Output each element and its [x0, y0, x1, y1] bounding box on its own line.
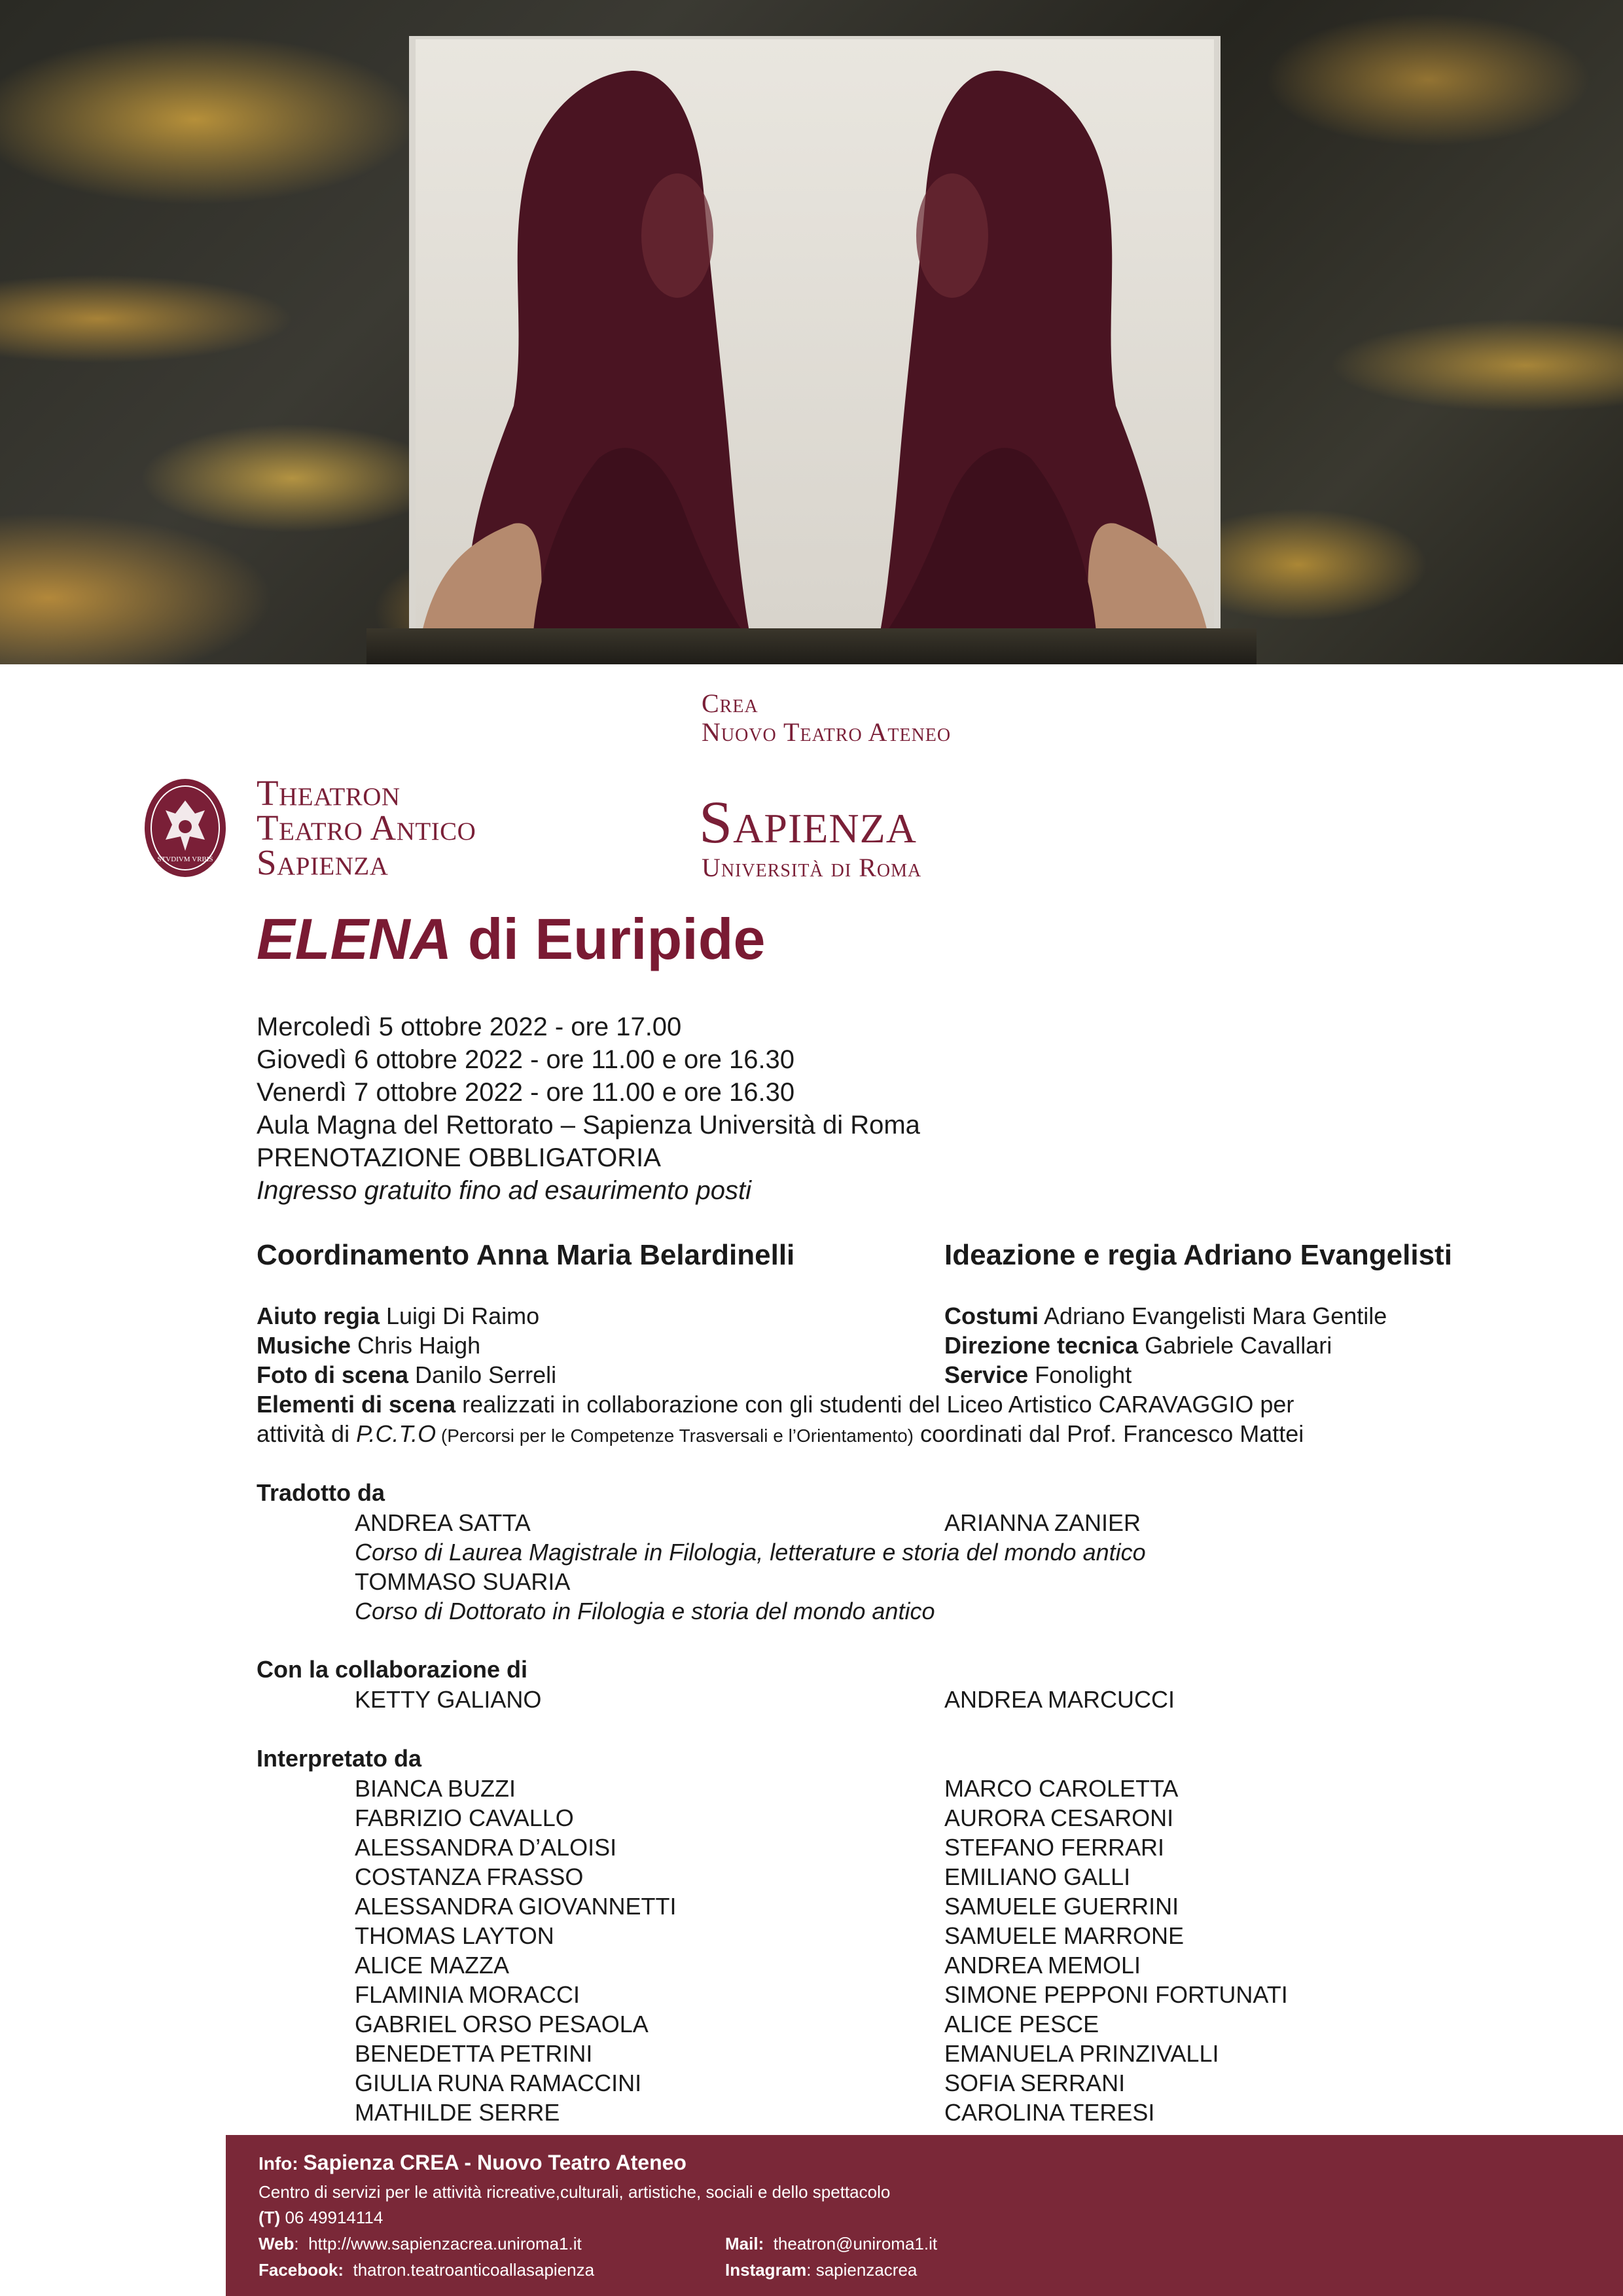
coordination-heading: Coordinamento Anna Maria Belardinelli [257, 1239, 795, 1271]
page-title [257, 906, 765, 972]
direction-heading: Ideazione e regia Adriano Evangelisti [944, 1239, 1452, 1271]
cast-member: MATHILDE SERRE [355, 2099, 560, 2126]
crea-logo-line1: Crea [702, 689, 758, 718]
cast-member: CAROLINA TERESI [944, 2099, 1155, 2126]
credit-assistant-director [257, 1301, 539, 1331]
cast-member: EMILIANO GALLI [944, 1863, 1131, 1890]
translator-name: TOMMASO SUARIA [355, 1568, 571, 1595]
cast-member: FLAMINIA MORACCI [355, 1981, 580, 2008]
cast-member: AURORA CESARONI [944, 1804, 1174, 1831]
translator-course: Corso di Dottorato in Filologia e storia del mondo antico [355, 1598, 935, 1624]
facebook-label: Facebook: [259, 2260, 344, 2280]
credit-name: Danilo Serreli [408, 1361, 557, 1388]
translator-course: Corso di Laurea Magistrale in Filologia, letterature e storia del mondo antico [355, 1539, 1146, 1566]
credit-name: Chris Haigh [351, 1332, 481, 1359]
cast-member: SIMONE PEPPONI FORTUNATI [944, 1981, 1288, 2008]
theatron-logo-line1: Theatron [257, 773, 401, 813]
credit-name: Gabriele Cavallari [1138, 1332, 1332, 1359]
cast-member: ALICE MAZZA [355, 1952, 510, 1979]
schedule-line-2: Giovedì 6 ottobre 2022 - ore 11.00 e ore 16.30 [257, 1045, 795, 1074]
scene-elements-activity: attività di [257, 1420, 357, 1447]
footer-info [226, 2135, 1623, 2296]
cover-photo [0, 0, 1623, 664]
crea-logo [702, 689, 951, 747]
schedule-line-1: Mercoledì 5 ottobre 2022 - ore 17.00 [257, 1013, 682, 1041]
credit-role: Service [944, 1361, 1029, 1388]
scene-elements-line-2 [257, 1419, 1304, 1450]
credit-service [944, 1360, 1132, 1390]
instagram-link[interactable]: sapienzacrea [815, 2260, 918, 2280]
sapienza-logo-subtitle: Università di Roma [702, 853, 922, 882]
sapienza-logo-wordmark: Sapienza [699, 789, 917, 855]
credit-role: Foto di scena [257, 1361, 409, 1388]
title-author: di Euripide [452, 906, 766, 971]
email-link[interactable]: theatron@uniroma1.it [773, 2234, 938, 2253]
venue-line: Aula Magna del Rettorato – Sapienza Università di Roma [257, 1111, 920, 1139]
scene-elements-coordinator: coordinati dal Prof. Francesco Mattei [913, 1420, 1304, 1447]
footer-info-line [259, 2151, 687, 2175]
free-entry-notice: Ingresso gratuito fino ad esaurimento posti [257, 1176, 751, 1205]
pcto-acronym: P.C.T.O [356, 1420, 437, 1447]
cast-member: COSTANZA FRASSO [355, 1863, 584, 1890]
credit-costumes [944, 1301, 1387, 1331]
pcto-expansion: (Percorsi per le Competenze Trasversali e l’Orientamento) [436, 1426, 914, 1446]
credit-role: Musiche [257, 1332, 351, 1359]
cast-member: FABRIZIO CAVALLO [355, 1804, 574, 1831]
sapienza-seal-logo [143, 778, 228, 879]
credit-role: Aiuto regia [257, 1302, 380, 1329]
credit-role: Costumi [944, 1302, 1039, 1329]
cast-member: ANDREA MEMOLI [944, 1952, 1141, 1979]
cast-member: SAMUELE MARRONE [944, 1922, 1185, 1949]
crea-logo-line2: Nuovo Teatro Ateneo [702, 717, 952, 747]
phone-label: (T) [259, 2208, 281, 2227]
translator-name: ARIANNA ZANIER [944, 1509, 1141, 1536]
cast-member: BIANCA BUZZI [355, 1775, 516, 1802]
translated-by-label: Tradotto da [257, 1479, 385, 1506]
cast-member: EMANUELA PRINZIVALLI [944, 2040, 1219, 2067]
footer-phone-line [259, 2208, 383, 2228]
credit-technical-direction [944, 1331, 1332, 1360]
cast-member: STEFANO FERRARI [944, 1834, 1165, 1861]
cast-member: GIULIA RUNA RAMACCINI [355, 2070, 642, 2096]
footer-facebook-line [259, 2260, 594, 2280]
veiled-figures [416, 39, 1214, 632]
collaboration-label: Con la collaborazione di [257, 1656, 528, 1683]
cast-member: MARCO CAROLETTA [944, 1775, 1179, 1802]
seal-motto: STVDIVM VRBIS [157, 855, 213, 863]
mail-label: Mail: [725, 2234, 764, 2253]
cast-member: ALESSANDRA D’ALOISI [355, 1834, 617, 1861]
cast-label: Interpretato da [257, 1745, 422, 1772]
phone-number: 06 49914114 [285, 2208, 383, 2227]
facebook-link[interactable]: thatron.teatroanticoallasapienza [353, 2260, 595, 2280]
cast-member: SOFIA SERRANI [944, 2070, 1126, 2096]
collaborator-name: ANDREA MARCUCCI [944, 1686, 1175, 1713]
title-work: ELENA [257, 906, 452, 971]
web-label: Web [259, 2234, 294, 2253]
left-margin [0, 759, 226, 2242]
theatron-logo-line2: Teatro Antico [257, 808, 476, 848]
schedule-line-3: Venerdì 7 ottobre 2022 - ore 11.00 e ore 16.30 [257, 1078, 795, 1107]
credit-music [257, 1331, 480, 1360]
credit-name: Fonolight [1028, 1361, 1132, 1388]
collaborator-name: KETTY GALIANO [355, 1686, 542, 1713]
cast-member: GABRIEL ORSO PESAOLA [355, 2011, 649, 2037]
credit-photos [257, 1360, 556, 1390]
credit-scene-elements [257, 1390, 1294, 1419]
scene-elements-text: realizzati in collaborazione con gli studenti del Liceo Artistico CARAVAGGIO per [455, 1391, 1294, 1418]
credit-role: Elementi di scena [257, 1391, 456, 1418]
credit-name: Adriano Evangelisti Mara Gentile [1039, 1302, 1387, 1329]
info-label: Info: [259, 2153, 298, 2174]
theatron-logo-line3: Sapienza [257, 842, 389, 882]
instagram-label: Instagram [725, 2260, 807, 2280]
booking-notice: PRENOTAZIONE OBBLIGATORIA [257, 1143, 661, 1172]
footer-mail-line [725, 2234, 937, 2254]
info-organization: Sapienza CREA - Nuovo Teatro Ateneo [303, 2151, 687, 2174]
website-link[interactable]: http://www.sapienzacrea.uniroma1.it [308, 2234, 582, 2253]
cast-member: BENEDETTA PETRINI [355, 2040, 593, 2067]
footer-description: Centro di servizi per le attività ricreative,culturali, artistiche, sociali e dello spettacolo [259, 2182, 891, 2202]
cast-member: THOMAS LAYTON [355, 1922, 554, 1949]
cast-member: SAMUELE GUERRINI [944, 1893, 1179, 1920]
footer-web-line: Web: http://www.sapienzacrea.uniroma1.it [259, 2234, 582, 2253]
cast-member: ALICE PESCE [944, 2011, 1099, 2037]
photo-window-ledge [366, 628, 1257, 664]
credit-role: Direzione tecnica [944, 1332, 1139, 1359]
theatron-logo [257, 773, 476, 882]
footer-instagram-line: Instagram: sapienzacrea [725, 2260, 918, 2280]
cast-member: ALESSANDRA GIOVANNETTI [355, 1893, 677, 1920]
translator-name: ANDREA SATTA [355, 1509, 531, 1536]
credit-name: Luigi Di Raimo [380, 1302, 540, 1329]
